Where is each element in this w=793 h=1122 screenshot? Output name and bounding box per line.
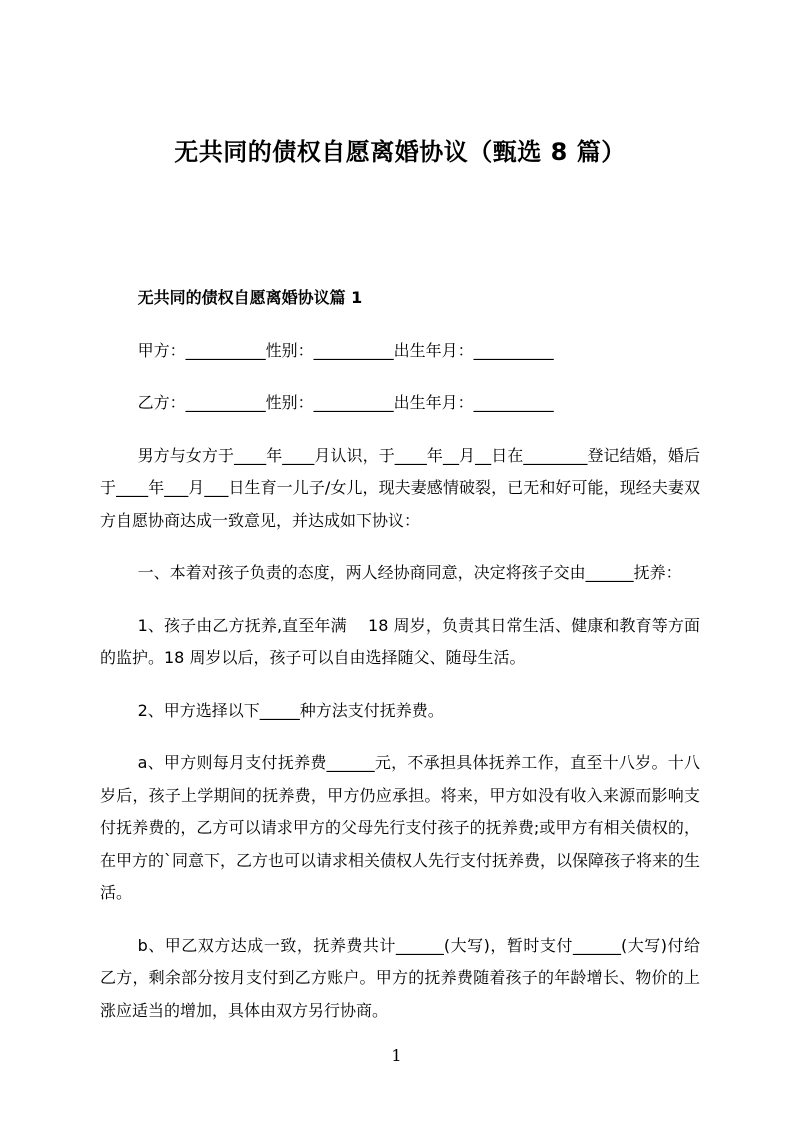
paragraph-clause-1-child-custody: 1、孩子由乙方抚养,直至年满 18 周岁，负责其日常生活、健康和教育等方面的监护。18 周岁以后，孩子可以自由选择随父、随母生活。 (100, 615, 700, 667)
paragraph-preamble: 男方与女方于____年____月认识，于____年__月__日在________登记结婚，婚后于____年___月___日生育一儿子/女儿，现夫妻感情破裂，已无和好可能，现经夫妻双方自愿协商达成一致意见，并达成如下协议： (100, 445, 700, 530)
paragraph-article-one-custody: 一、本着对孩子负责的态度，两人经协商同意，决定将孩子交由______抚养： (137, 563, 682, 582)
paragraph-option-b-lump-sum: b、甲乙双方达成一致，抚养费共计______(大写)，暂时支付______(大写)付给乙方，剩余部分按月支付到乙方账户。甲方的抚养费随着孩子的年龄增长、物价的上涨应适当的增加，具体由双方另行协商。 (100, 935, 700, 1020)
paragraph-party-a-info: 甲方：__________性别：__________出生年月：__________ (137, 340, 554, 360)
paragraph-party-b-info: 乙方：__________性别：__________出生年月：__________ (137, 393, 554, 412)
page-number: 1 (391, 1046, 402, 1065)
document-title: 无共同的债权自愿离婚协议（甄选 8 篇） (174, 138, 626, 166)
paragraph-option-a-monthly-support: a、甲方则每月支付抚养费______元，不承担具体抚养工作，直至十八岁。十八岁后，孩子上学期间的抚养费，甲方仍应承担。将来，甲方如没有收入来源而影响支付抚养费的，乙方可以请求甲方的父母先行支付孩子的抚养费;或甲方有相关债权的，在甲方的`同意下，乙方也可以请求相关债权人先行支付抚养费，以保障孩子将来的生活。 (100, 753, 701, 902)
document-content (100, 136, 700, 1027)
paragraph-clause-2-payment-method: 2、甲方选择以下_____种方法支付抚养费。 (137, 700, 444, 720)
section-heading: 无共同的债权自愿离婚协议篇 1 (137, 288, 363, 307)
